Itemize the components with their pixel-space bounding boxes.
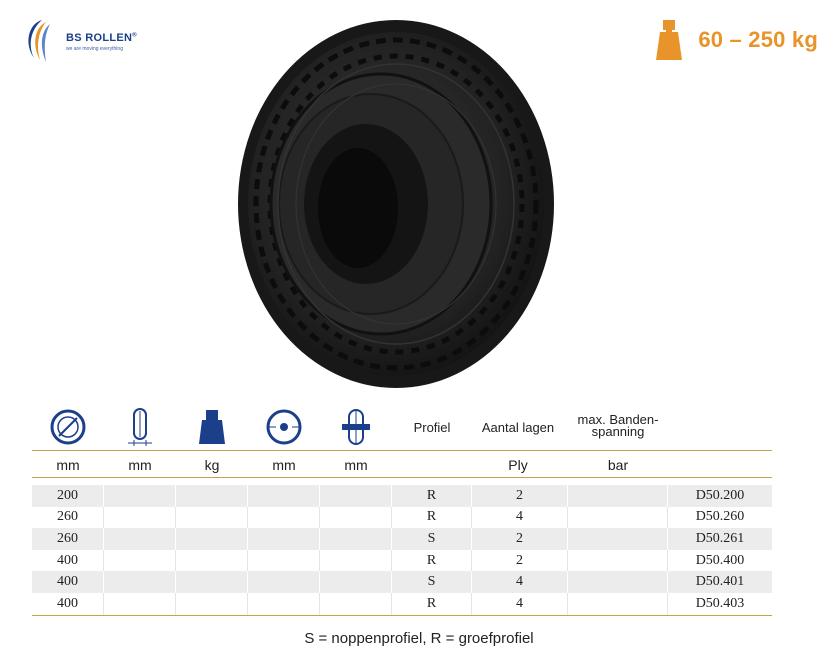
cell-empty bbox=[104, 550, 176, 572]
cell-profiel: R bbox=[392, 485, 472, 507]
wheel-diameter-icon bbox=[32, 404, 104, 450]
cell-diameter: 400 bbox=[32, 593, 104, 615]
cell-lagen: 4 bbox=[472, 507, 568, 529]
cell-lagen: 4 bbox=[472, 571, 568, 593]
unit-row bbox=[32, 450, 772, 478]
cell-code: D50.400 bbox=[695, 552, 745, 568]
weight-range-badge bbox=[654, 18, 818, 62]
cell-empty bbox=[568, 485, 668, 507]
cell-profiel: S bbox=[392, 528, 472, 550]
cell-lagen: 2 bbox=[472, 550, 568, 572]
cell-lagen: 2 bbox=[472, 485, 568, 507]
cell-code: D50.261 bbox=[695, 530, 745, 546]
cell-empty bbox=[568, 528, 668, 550]
cell-empty bbox=[176, 507, 248, 529]
tyre-width-icon bbox=[104, 404, 176, 450]
cell-diameter: 400 bbox=[32, 571, 104, 593]
cell-empty bbox=[176, 593, 248, 615]
cell-code: D50.200 bbox=[695, 487, 745, 503]
header-profiel: Profiel bbox=[413, 420, 451, 435]
cell-empty bbox=[248, 485, 320, 507]
cell-diameter: 200 bbox=[32, 485, 104, 507]
table-body bbox=[32, 485, 772, 616]
table-row bbox=[32, 485, 772, 507]
cell-empty bbox=[320, 550, 392, 572]
weight-range-text: 60 – 250 kg bbox=[698, 27, 818, 52]
icon-header-row bbox=[32, 404, 772, 450]
cell-empty bbox=[248, 593, 320, 615]
cell-empty bbox=[248, 550, 320, 572]
bore-diameter-icon bbox=[248, 404, 320, 450]
load-capacity-icon bbox=[176, 404, 248, 450]
cell-lagen: 4 bbox=[472, 593, 568, 615]
table-row bbox=[32, 571, 772, 593]
cell-empty bbox=[176, 485, 248, 507]
cell-code: D50.401 bbox=[695, 574, 745, 590]
bs-rollen-logo bbox=[22, 16, 152, 64]
spec-table bbox=[32, 404, 772, 616]
cell-empty bbox=[568, 507, 668, 529]
cell-diameter: 260 bbox=[32, 528, 104, 550]
cell-diameter: 400 bbox=[32, 550, 104, 572]
cell-profiel: R bbox=[392, 593, 472, 615]
cell-profiel: S bbox=[392, 571, 472, 593]
cell-code: D50.403 bbox=[695, 595, 745, 611]
logo-swoosh-icon bbox=[22, 16, 64, 64]
cell-empty bbox=[320, 507, 392, 529]
cell-empty bbox=[248, 571, 320, 593]
cell-empty bbox=[320, 593, 392, 615]
logo-brand: BS ROLLEN® bbox=[66, 32, 137, 44]
cell-empty bbox=[320, 485, 392, 507]
table-row bbox=[32, 507, 772, 529]
header-aantal-lagen: Aantal lagen bbox=[481, 420, 555, 435]
header-max-bandenspanning: max. Banden-spanning bbox=[577, 412, 659, 439]
cell-empty bbox=[104, 571, 176, 593]
cell-lagen: 2 bbox=[472, 528, 568, 550]
cell-empty bbox=[104, 485, 176, 507]
unit-hub: mm bbox=[344, 457, 368, 473]
cell-empty bbox=[248, 528, 320, 550]
cell-code: D50.260 bbox=[695, 509, 745, 525]
unit-bore: mm bbox=[272, 457, 296, 473]
unit-load: kg bbox=[204, 457, 220, 473]
tyre-product-image bbox=[236, 18, 561, 390]
table-row bbox=[32, 550, 772, 572]
logo-tagline: we are moving everything bbox=[66, 46, 123, 52]
cell-empty bbox=[320, 571, 392, 593]
cell-empty bbox=[568, 593, 668, 615]
cell-empty bbox=[104, 593, 176, 615]
cell-empty bbox=[104, 528, 176, 550]
cell-empty bbox=[104, 507, 176, 529]
unit-diameter: mm bbox=[56, 457, 80, 473]
cell-empty bbox=[176, 571, 248, 593]
cell-empty bbox=[248, 507, 320, 529]
cell-profiel: R bbox=[392, 507, 472, 529]
unit-ply: Ply bbox=[508, 457, 528, 473]
unit-width: mm bbox=[128, 457, 152, 473]
profile-legend: S = noppenprofiel, R = groefprofiel bbox=[304, 630, 534, 647]
cell-empty bbox=[176, 550, 248, 572]
table-row bbox=[32, 593, 772, 615]
table-row bbox=[32, 528, 772, 550]
cell-diameter: 260 bbox=[32, 507, 104, 529]
cell-profiel: R bbox=[392, 550, 472, 572]
cell-empty bbox=[568, 571, 668, 593]
weight-icon bbox=[654, 18, 684, 62]
unit-bar: bar bbox=[607, 457, 629, 473]
cell-empty bbox=[320, 528, 392, 550]
hub-length-icon bbox=[320, 404, 392, 450]
cell-empty bbox=[176, 528, 248, 550]
cell-empty bbox=[568, 550, 668, 572]
